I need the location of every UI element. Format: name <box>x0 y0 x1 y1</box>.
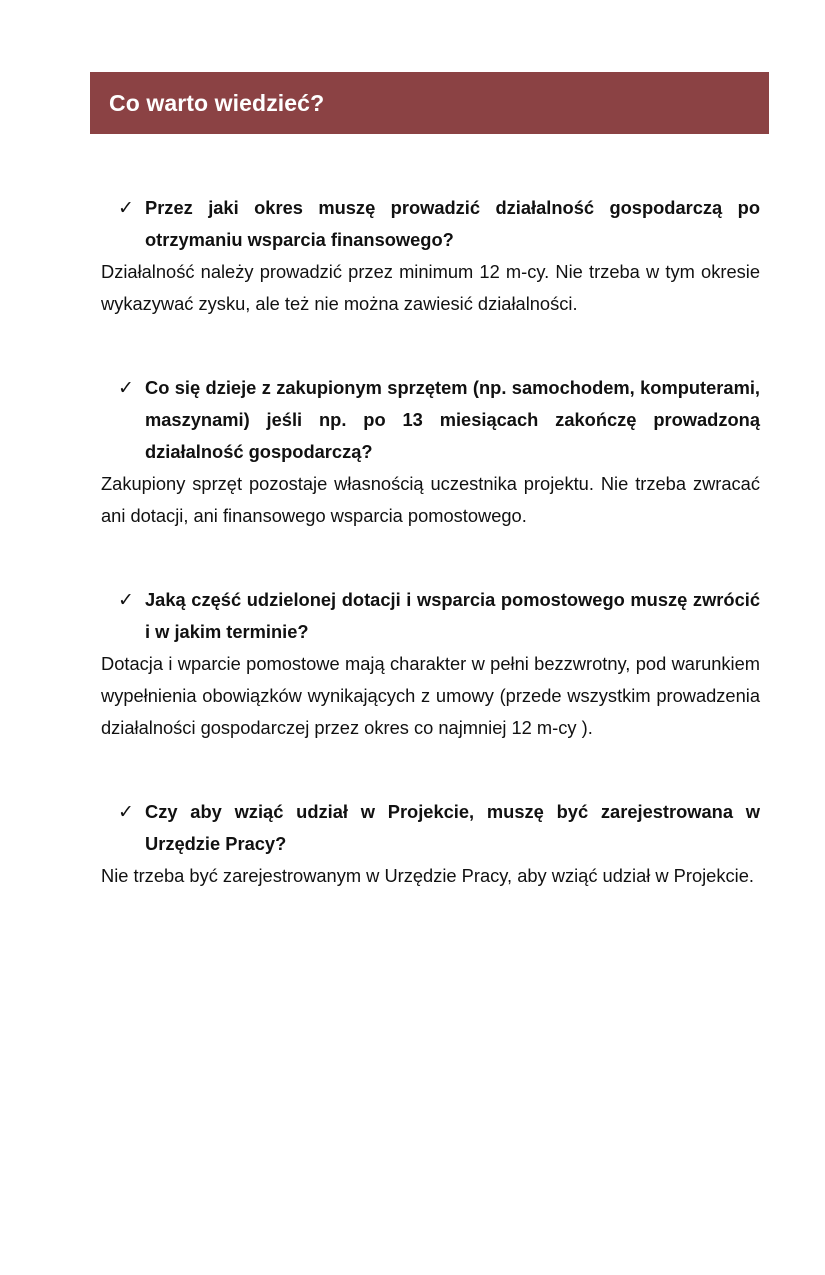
faq-question: Przez jaki okres muszę prowadzić działalność gospodarczą po otrzymaniu wsparcia finansowego? <box>145 197 760 250</box>
section-header-bar <box>90 72 769 134</box>
faq-answer: Działalność należy prowadzić przez minimum 12 m-cy. Nie trzeba w tym okresie wykazywać zysku, ale też nie można zawiesić działalności. <box>101 261 760 314</box>
faq-list <box>101 192 760 944</box>
faq-question: Co się dzieje z zakupionym sprzętem (np. samochodem, komputerami, maszynami) jeśli np. po 13 miesiącach zakończę prowadzoną działalność gospodarczą? <box>145 377 760 462</box>
faq-item <box>101 584 760 744</box>
faq-question-row <box>101 796 760 860</box>
checkmark-icon: ✓ <box>118 197 134 219</box>
faq-item <box>101 372 760 532</box>
faq-question-row <box>101 372 760 468</box>
checkmark-icon: ✓ <box>118 801 134 823</box>
faq-answer: Nie trzeba być zarejestrowanym w Urzędzie Pracy, aby wziąć udział w Projekcie. <box>101 865 754 886</box>
faq-question: Jaką część udzielonej dotacji i wsparcia pomostowego muszę zwrócić i w jakim terminie? <box>145 589 760 642</box>
checkmark-icon: ✓ <box>118 589 134 611</box>
faq-item <box>101 796 760 892</box>
faq-question-row <box>101 192 760 256</box>
section-title: Co warto wiedzieć? <box>109 89 325 116</box>
checkmark-icon: ✓ <box>118 377 134 399</box>
faq-answer: Zakupiony sprzęt pozostaje własnością uczestnika projektu. Nie trzeba zwracać ani dotacji, ani finansowego wsparcia pomostowego. <box>101 473 760 526</box>
faq-answer: Dotacja i wparcie pomostowe mają charakter w pełni bezzwrotny, pod warunkiem wypełnienia obowiązków wynikających z umowy (przede wszystkim prowadzenia działalności gospodarczej przez okres co najmniej 12 m-cy ). <box>101 653 760 738</box>
faq-question-row <box>101 584 760 648</box>
faq-question: Czy aby wziąć udział w Projekcie, muszę być zarejestrowana w Urzędzie Pracy? <box>145 801 760 854</box>
faq-item <box>101 192 760 320</box>
